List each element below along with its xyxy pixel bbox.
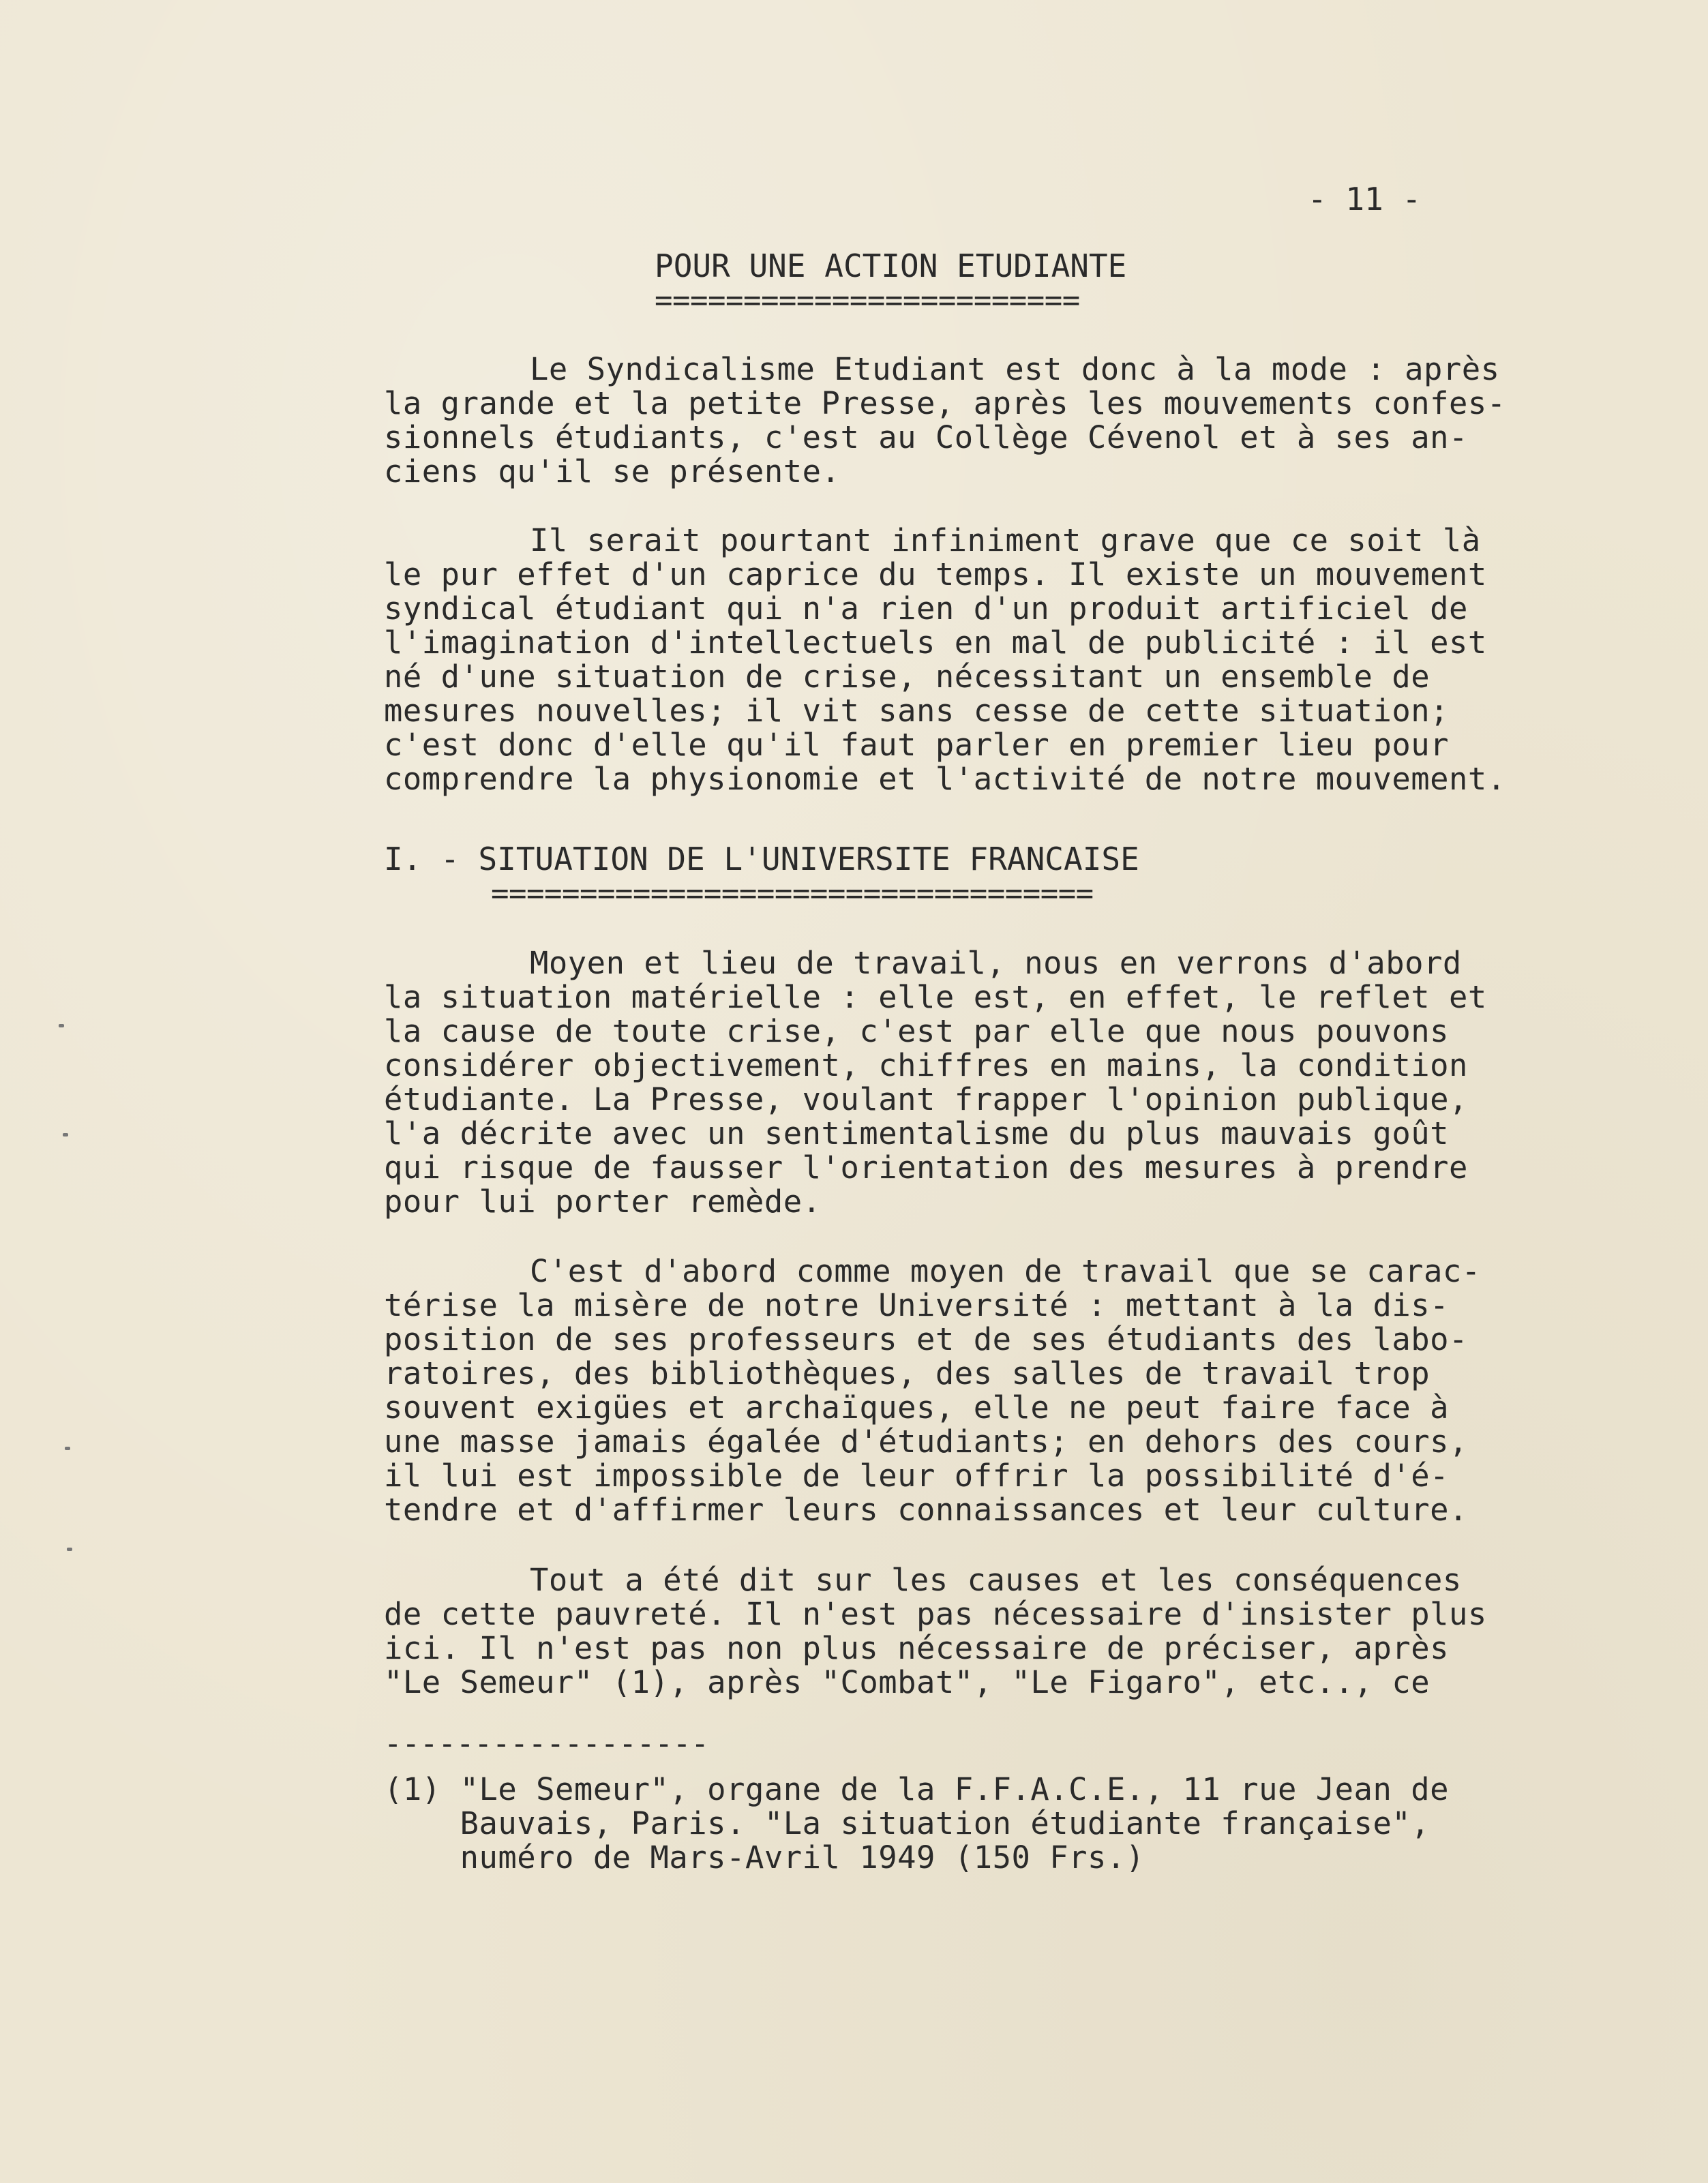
text-line: ciens qu'il se présente.	[384, 453, 841, 490]
text-line: de cette pauvreté. Il n'est pas nécessaire d'insister plus	[384, 1596, 1487, 1632]
footnote-line: Bauvais, Paris. "La situation étudiante française",	[384, 1805, 1430, 1841]
text-line: tendre et d'affirmer leurs connaissances et leur culture.	[384, 1492, 1468, 1528]
text-line: comprendre la physionomie et l'activité de notre mouvement.	[384, 761, 1506, 797]
text-line: qui risque de fausser l'orientation des mesures à prendre	[384, 1149, 1468, 1186]
footnote-line: numéro de Mars-Avril 1949 (150 Frs.)	[384, 1839, 1145, 1876]
text-line: sionnels étudiants, c'est au Collège Cévenol et à ses an-	[384, 419, 1468, 455]
text-line: C'est d'abord comme moyen de travail que se carac-	[530, 1253, 1481, 1289]
text-line: c'est donc d'elle qu'il faut parler en premier lieu pour	[384, 727, 1450, 763]
margin-mark	[65, 1447, 70, 1450]
text-line: Le Syndicalisme Etudiant est donc à la mode : après	[530, 351, 1500, 387]
margin-mark	[59, 1024, 64, 1027]
page-number: - 11 -	[1308, 181, 1422, 217]
footnote-line: (1) "Le Semeur", organe de la F.F.A.C.E., 11 rue Jean de	[384, 1771, 1450, 1807]
section-underline: ==================================	[491, 876, 1094, 911]
page-title: POUR UNE ACTION ETUDIANTE	[655, 247, 1127, 284]
footnote-separator: ------------------	[384, 1726, 709, 1761]
text-line: la situation matérielle : elle est, en effet, le reflet et	[384, 979, 1487, 1015]
text-line: il lui est impossible de leur offrir la possibilité d'é-	[384, 1458, 1450, 1494]
margin-mark	[63, 1133, 68, 1136]
text-line: Moyen et lieu de travail, nous en verrons d'abord	[530, 945, 1462, 981]
text-line: la grande et la petite Presse, après les mouvements confes-	[384, 385, 1506, 421]
text-line: Tout a été dit sur les causes et les conséquences	[530, 1562, 1462, 1598]
text-line: syndical étudiant qui n'a rien d'un produit artificiel de	[384, 590, 1468, 627]
text-line: né d'une situation de crise, nécessitant un ensemble de	[384, 659, 1430, 695]
text-line: considérer objectivement, chiffres en mains, la condition	[384, 1047, 1468, 1083]
text-line: ratoires, des bibliothèques, des salles de travail trop	[384, 1355, 1430, 1391]
text-line: l'a décrite avec un sentimentalisme du plus mauvais goût	[384, 1115, 1450, 1151]
text-line: Il serait pourtant infiniment grave que ce soit là	[530, 522, 1481, 558]
title-underline: ========================	[655, 283, 1080, 318]
text-line: position de ses professeurs et de ses étudiants des labo-	[384, 1321, 1468, 1357]
text-line: étudiante. La Presse, voulant frapper l'opinion publique,	[384, 1081, 1468, 1117]
text-line: "Le Semeur" (1), après "Combat", "Le Figaro", etc.., ce	[384, 1664, 1430, 1700]
text-line: l'imagination d'intellectuels en mal de publicité : il est	[384, 624, 1487, 661]
text-line: ici. Il n'est pas non plus nécessaire de préciser, après	[384, 1630, 1450, 1666]
margin-mark	[67, 1548, 72, 1551]
text-line: le pur effet d'un caprice du temps. Il existe un mouvement	[384, 556, 1487, 592]
text-line: térise la misère de notre Université : mettant à la dis-	[384, 1287, 1450, 1323]
section-heading: I. - SITUATION DE L'UNIVERSITE FRANCAISE	[384, 841, 1139, 877]
text-line: mesures nouvelles; il vit sans cesse de cette situation;	[384, 693, 1450, 729]
text-line: pour lui porter remède.	[384, 1184, 822, 1220]
text-line: une masse jamais égalée d'étudiants; en dehors des cours,	[384, 1424, 1468, 1460]
text-line: la cause de toute crise, c'est par elle que nous pouvons	[384, 1013, 1450, 1049]
text-line: souvent exigües et archaïques, elle ne peut faire face à	[384, 1389, 1450, 1426]
